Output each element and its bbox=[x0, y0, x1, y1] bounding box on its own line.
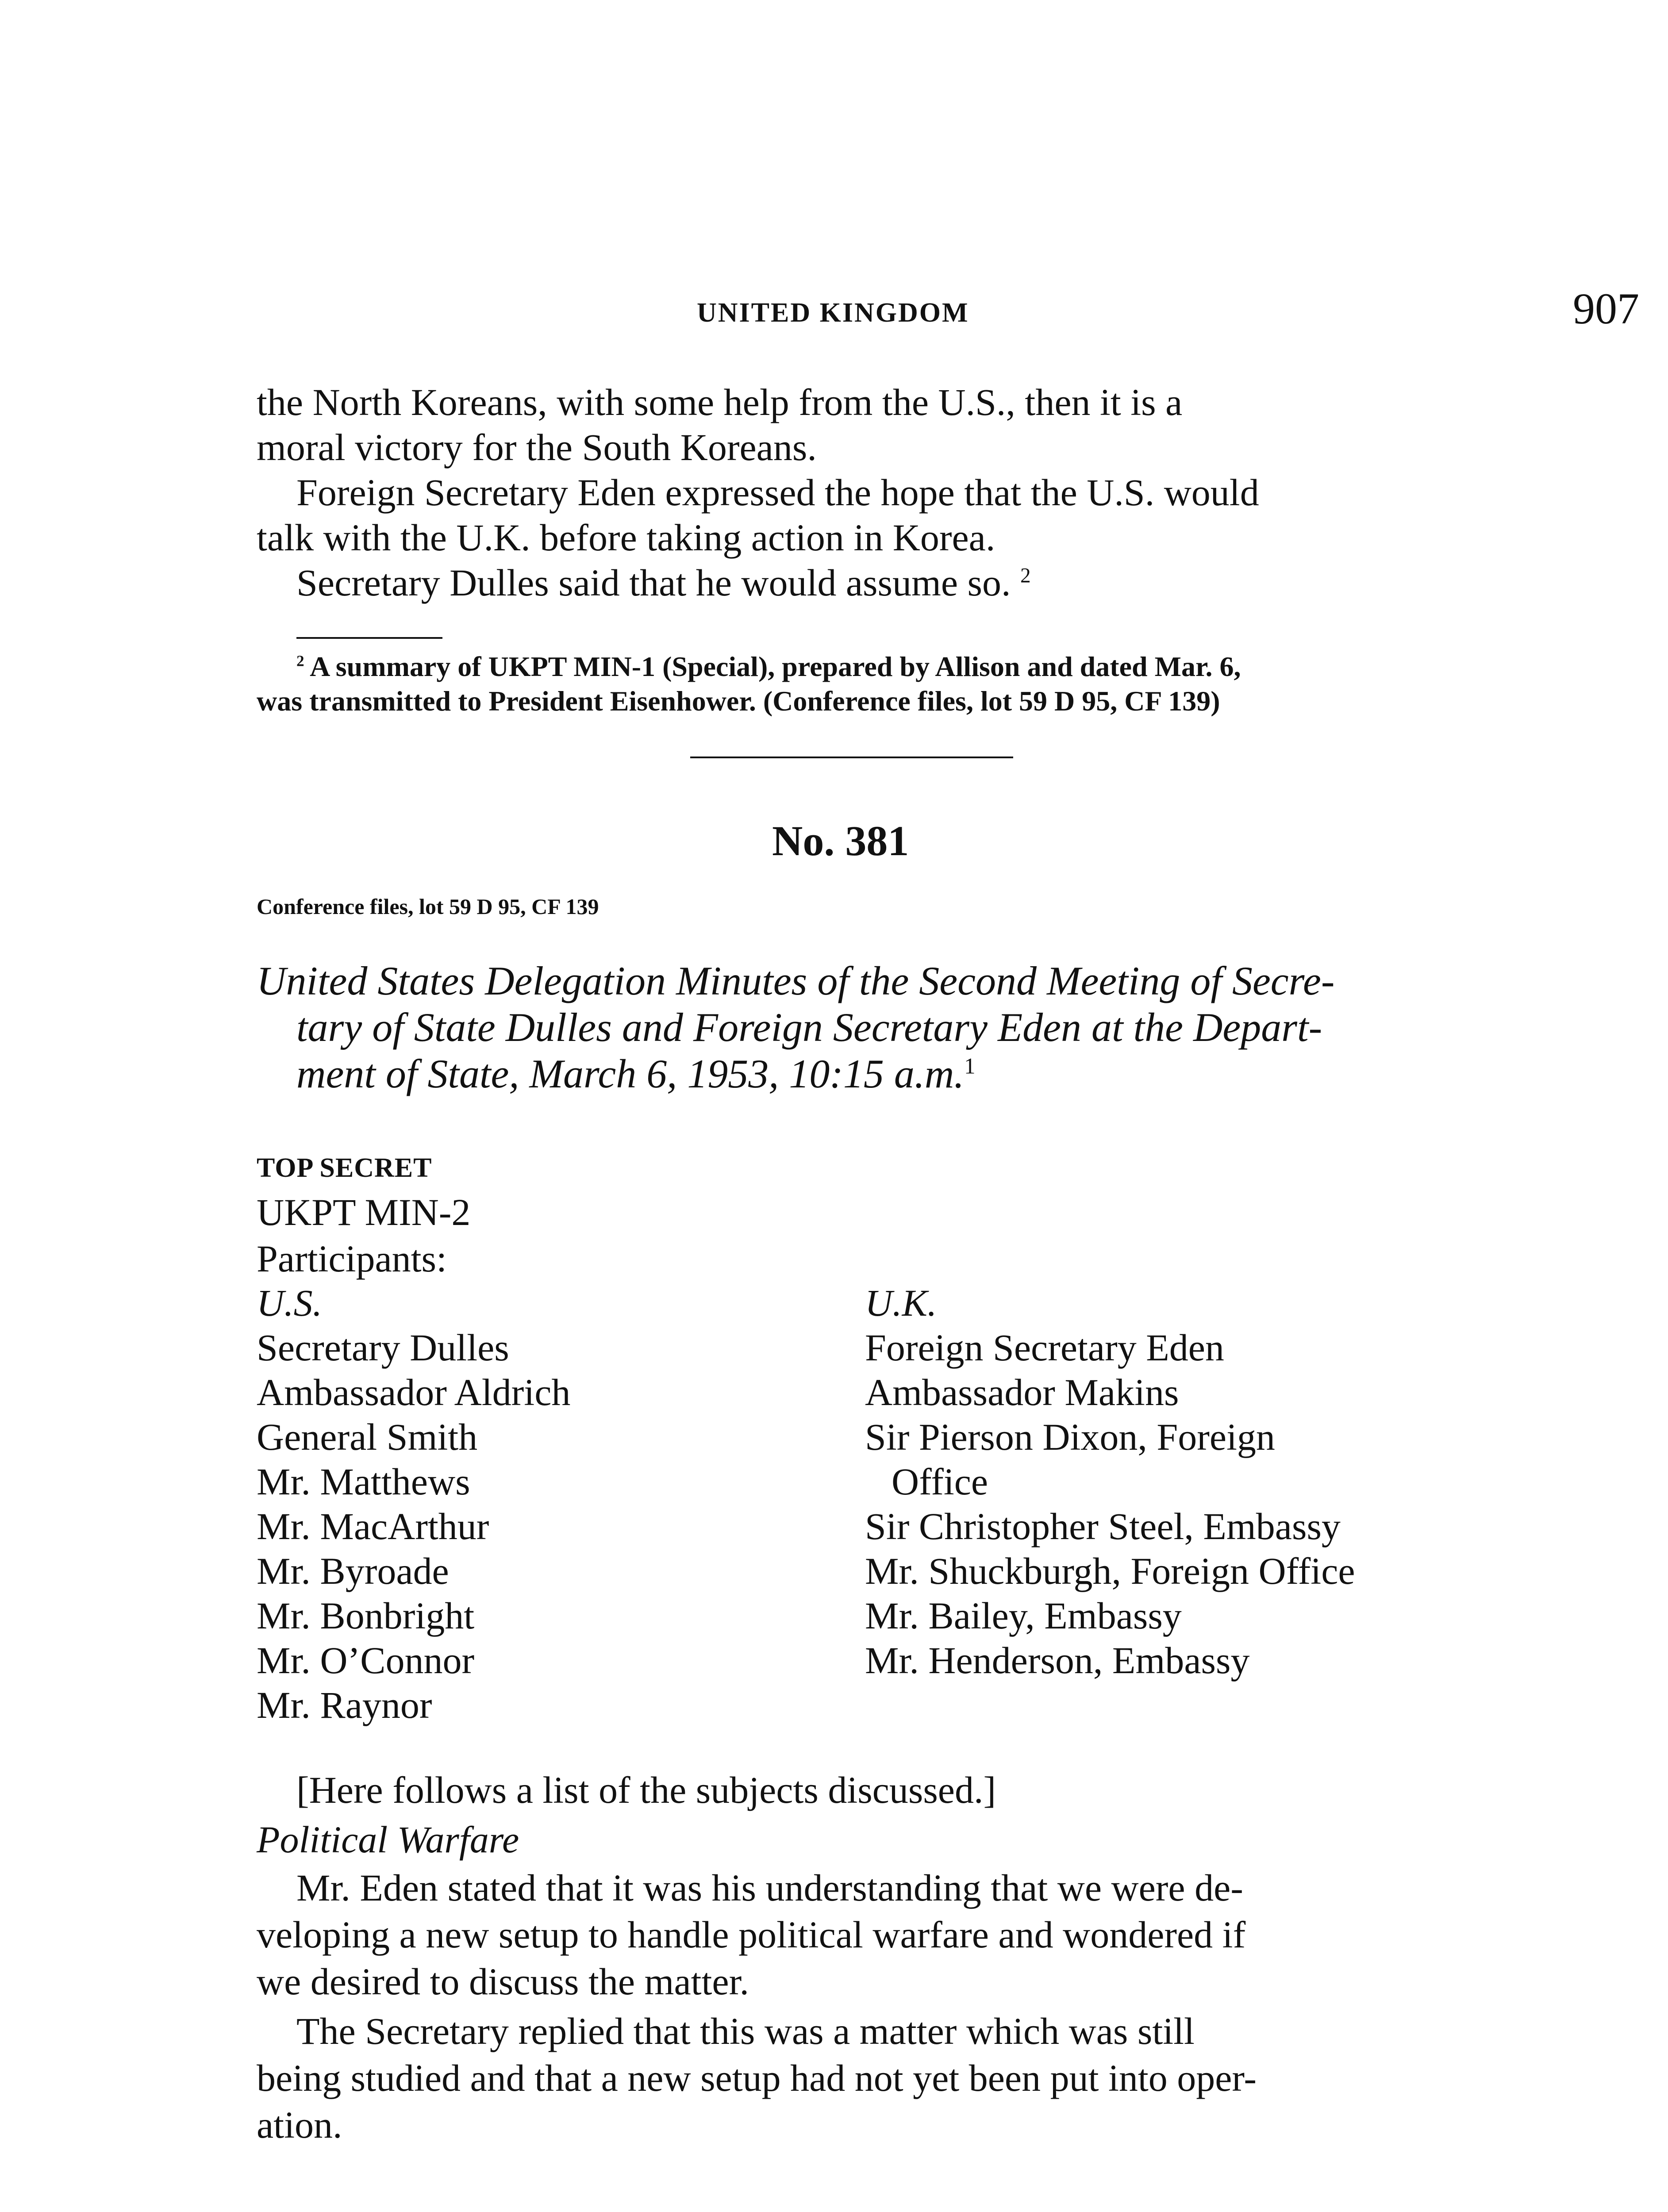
continuation-line-4: talk with the U.K. before taking action in Korea. bbox=[257, 516, 995, 559]
running-head: UNITED KINGDOM bbox=[697, 298, 969, 328]
section-heading: Political Warfare bbox=[257, 1818, 519, 1861]
participant-uk: Mr. Shuckburgh, Foreign Office bbox=[865, 1550, 1355, 1592]
participant-us: Mr. MacArthur bbox=[257, 1505, 489, 1548]
paragraph-1-line-2: veloping a new setup to handle political warfare and wondered if bbox=[257, 1913, 1246, 1956]
participant-uk: Sir Pierson Dixon, Foreign bbox=[865, 1416, 1275, 1458]
document-title bbox=[257, 958, 1451, 1097]
participant-uk: Sir Christopher Steel, Embassy bbox=[865, 1505, 1341, 1548]
footnote-rule-top bbox=[296, 637, 442, 639]
participants-us-column bbox=[257, 1281, 570, 1728]
participants-us-header: U.S. bbox=[257, 1282, 323, 1324]
participant-us: Mr. Bonbright bbox=[257, 1594, 475, 1637]
paragraph-2-line-2: being studied and that a new setup had not yet been put into oper- bbox=[257, 2057, 1257, 2099]
participant-us: Ambassador Aldrich bbox=[257, 1371, 571, 1413]
continuation-line-2: moral victory for the South Koreans. bbox=[257, 426, 817, 469]
participant-us: Mr. Raynor bbox=[257, 1684, 432, 1726]
paragraph-2-line-3: ation. bbox=[257, 2104, 342, 2146]
document-separator-rule bbox=[690, 757, 1013, 758]
document-number: No. 381 bbox=[772, 817, 909, 864]
participant-uk: Mr. Henderson, Embassy bbox=[865, 1639, 1250, 1682]
footnote-ref-1: 1 bbox=[964, 1053, 976, 1079]
source-citation: Conference files, lot 59 D 95, CF 139 bbox=[257, 894, 599, 919]
classification-marking: TOP SECRET bbox=[257, 1153, 432, 1183]
participant-us: Mr. Matthews bbox=[257, 1460, 470, 1503]
document-id: UKPT MIN-2 bbox=[257, 1191, 471, 1233]
participant-uk: Ambassador Makins bbox=[865, 1371, 1179, 1413]
participants-uk-header: U.K. bbox=[865, 1282, 937, 1324]
paragraph-1-line-3: we desired to discuss the matter. bbox=[257, 1960, 749, 2003]
participant-us: General Smith bbox=[257, 1416, 478, 1458]
participant-uk: Office bbox=[892, 1460, 988, 1503]
footnote-2-line-2: was transmitted to President Eisenhower. (Conference files, lot 59 D 95, CF 139) bbox=[257, 685, 1220, 717]
continuation-line-5-text: Secretary Dulles said that he would assume so. bbox=[296, 561, 1011, 604]
continuation-line-5 bbox=[296, 560, 1031, 605]
continuation-line-1: the North Koreans, with some help from the U.S., then it is a bbox=[257, 381, 1183, 423]
participant-us: Mr. Byroade bbox=[257, 1550, 449, 1592]
participants-uk-column bbox=[865, 1281, 1355, 1683]
continuation-line-3: Foreign Secretary Eden expressed the hope that the U.S. would bbox=[296, 471, 1259, 514]
editorial-note: [Here follows a list of the subjects discussed.] bbox=[296, 1769, 996, 1811]
document-title-line-2: tary of State Dulles and Foreign Secretary Eden at the Depart- bbox=[296, 1005, 1322, 1050]
footnote-2-text-1: A summary of UKPT MIN-1 (Special), prepared by Allison and dated Mar. 6, bbox=[310, 651, 1241, 682]
participant-us: Mr. O’Connor bbox=[257, 1639, 475, 1682]
footnote-2-line-1 bbox=[296, 649, 1241, 684]
footnote-2-marker: 2 bbox=[296, 652, 304, 670]
page-number: 907 bbox=[1573, 284, 1639, 333]
document-title-line-3: ment of State, March 6, 1953, 10:15 a.m. bbox=[296, 1051, 965, 1096]
document-title-line-1: United States Delegation Minutes of the Second Meeting of Secre- bbox=[257, 958, 1335, 1003]
footnote-ref-2: 2 bbox=[1020, 564, 1031, 588]
paragraph-1-line-1: Mr. Eden stated that it was his understanding that we were de- bbox=[296, 1866, 1243, 1909]
participant-uk: Mr. Bailey, Embassy bbox=[865, 1594, 1182, 1637]
paragraph-2-line-1: The Secretary replied that this was a matter which was still bbox=[296, 2010, 1195, 2052]
participant-us: Secretary Dulles bbox=[257, 1326, 509, 1369]
document-title-line-3-wrap bbox=[257, 1051, 1451, 1097]
participants-label: Participants: bbox=[257, 1237, 447, 1280]
participant-uk: Foreign Secretary Eden bbox=[865, 1326, 1224, 1369]
